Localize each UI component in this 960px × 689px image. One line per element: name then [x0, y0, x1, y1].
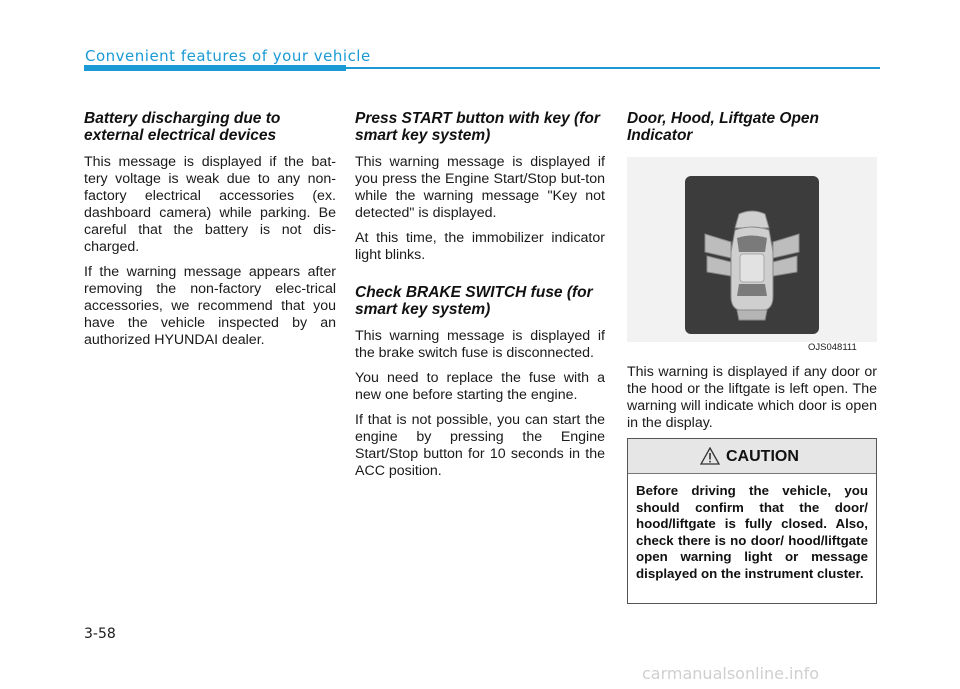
paragraph: This warning is displayed if any door or the hood or the liftgate is left open. The warning will indicate which door is open in the display. [627, 364, 877, 431]
caution-text: Before driving the vehicle, you should confirm that the door/ hood/liftgate is fully closed. Also, check there is no door/ hood/liftgate open warning light or message displayed on the instrument cluster. [636, 483, 868, 581]
figure-door-open-display [627, 157, 877, 342]
heading-check-brake-switch: Check BRAKE SWITCH fuse (for smart key system) [355, 284, 593, 318]
section-title: Convenient features of your vehicle [85, 47, 371, 65]
caution-label: CAUTION [726, 448, 799, 465]
caution-header [628, 439, 876, 474]
warning-triangle-icon [700, 447, 720, 465]
paragraph: This warning message is displayed if you press the Engine Start/Stop but-ton while the warning message "Key not detected" is displayed. [355, 154, 605, 221]
paragraph: At this time, the immobilizer indicator light blinks. [355, 230, 605, 263]
page-number: 3-58 [84, 626, 116, 642]
heading-door-hood-liftgate: Door, Hood, Liftgate Open Indicator [627, 110, 820, 144]
watermark: carmanualsonline.info [642, 664, 820, 683]
paragraph: If the warning message appears after removing the non-factory elec-trical accessories, we recommend that you have the vehicle inspected by an authorized HYUNDAI dealer. [84, 264, 336, 348]
paragraph: This warning message is displayed if the brake switch fuse is disconnected. [355, 328, 605, 361]
heading-battery-discharging: Battery discharging due to external electrical devices [84, 110, 281, 144]
car-doors-open-illustration [685, 176, 819, 334]
heading-press-start-button: Press START button with key (for smart key system) [355, 110, 600, 144]
header-rule-thin [346, 67, 880, 69]
paragraph: If that is not possible, you can start the engine by pressing the Engine Start/Stop button for 10 seconds in the ACC position. [355, 412, 605, 479]
cluster-display [685, 176, 819, 334]
figure-code: OJS048111 [808, 342, 857, 353]
caution-box [627, 438, 877, 604]
column-2 [355, 110, 605, 488]
paragraph: You need to replace the fuse with a new one before starting the engine. [355, 370, 605, 403]
column-1 [84, 110, 336, 357]
paragraph: This message is displayed if the bat-tery voltage is weak due to any non-factory electrical accessories (ex. dashboard camera) while parking. Be careful that the battery is not dis-charged. [84, 154, 336, 255]
header-rule-thick [84, 65, 346, 71]
